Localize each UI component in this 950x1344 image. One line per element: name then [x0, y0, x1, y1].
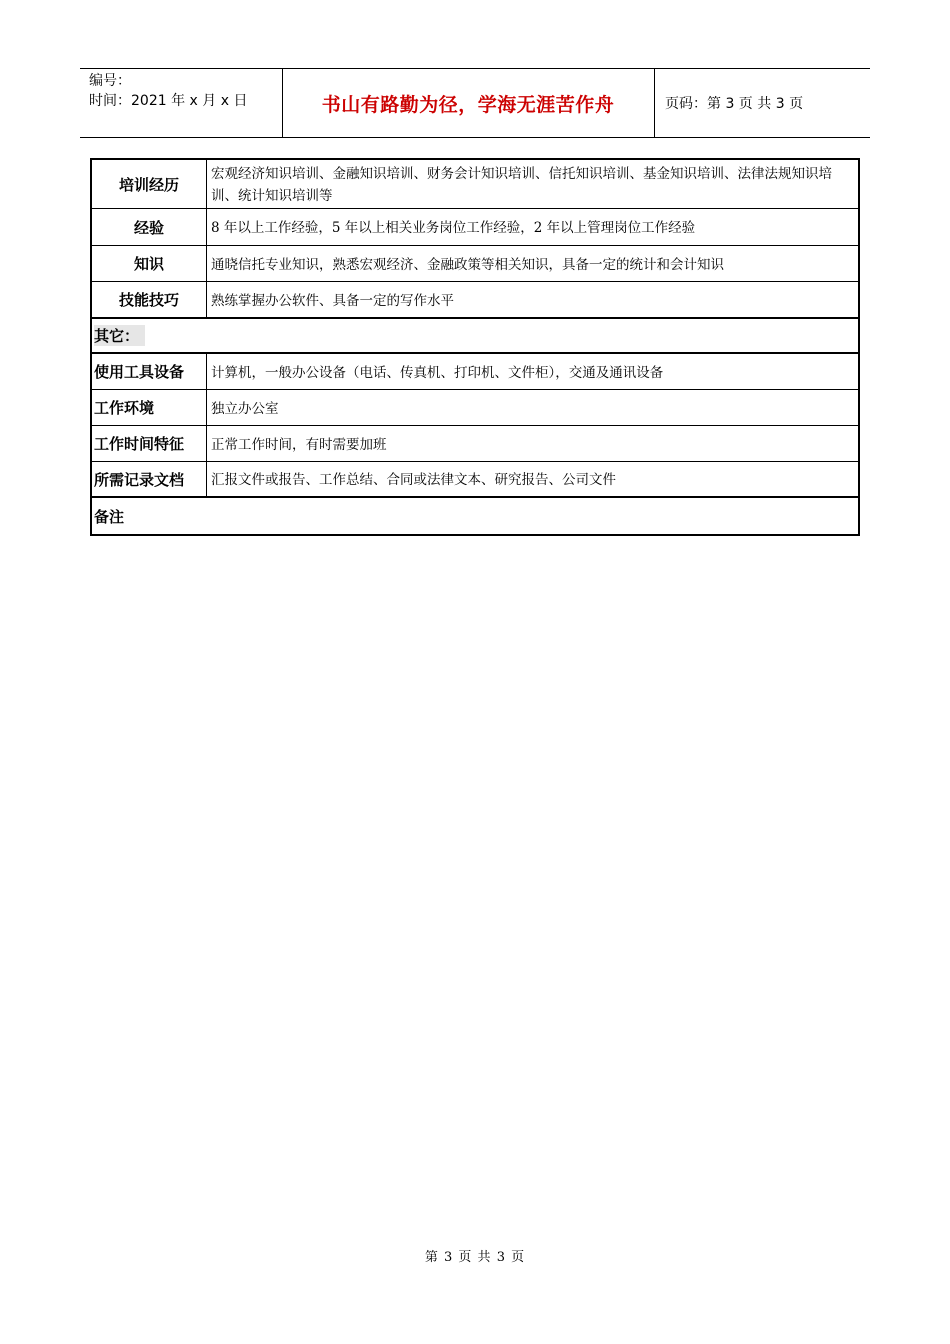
skills-value: 熟练掌握办公软件、具备一定的写作水平	[211, 292, 454, 309]
records-value: 汇报文件或报告、工作总结、合同或法律文本、研究报告、公司文件	[211, 472, 616, 488]
work-time-value: 正常工作时间，有时需要加班	[211, 436, 387, 453]
training-label: 培训经历	[92, 160, 207, 208]
table-row-tools	[92, 354, 858, 390]
table-row-records	[92, 462, 858, 498]
table-row-training	[92, 160, 858, 209]
document-number-label: 编号：	[89, 73, 131, 89]
knowledge-value: 通晓信托专业知识，熟悉宏观经济、金融政策等相关知识，具备一定的统计和会计知识	[211, 256, 724, 273]
header-motto-cell	[282, 69, 655, 137]
table-row-work-time	[92, 426, 858, 462]
page-header	[80, 68, 870, 138]
document-date: 时间：2021 年 x 月 x 日	[89, 93, 248, 109]
remarks-label: 备注	[94, 507, 125, 526]
tools-value: 计算机，一般办公设备（电话、传真机、打印机、文件柜），交通及通讯设备	[211, 364, 664, 381]
header-motto: 书山有路勤为径，学海无涯苦作舟	[321, 93, 615, 116]
table-row-knowledge	[92, 246, 858, 282]
records-label: 所需记录文档	[92, 462, 207, 496]
experience-value: 8 年以上工作经验，5 年以上相关业务岗位工作经验，2 年以上管理岗位工作经验	[211, 220, 696, 236]
header-page-cell	[655, 69, 870, 137]
tools-label: 使用工具设备	[92, 354, 207, 389]
other-section-label: 其它：	[92, 319, 145, 352]
table-row-other	[92, 319, 858, 354]
environment-value: 独立办公室	[211, 400, 279, 417]
table-row-remarks	[92, 498, 858, 534]
header-meta	[80, 69, 283, 137]
table-row-skills	[92, 282, 858, 319]
page-footer: 第 3 页 共 3 页	[424, 1250, 526, 1265]
table-row-experience	[92, 209, 858, 246]
header-page-info: 页码：第 3 页 共 3 页	[665, 96, 804, 112]
table-row-environment	[92, 390, 858, 426]
work-time-label: 工作时间特征	[92, 426, 207, 461]
experience-label: 经验	[92, 209, 207, 245]
job-requirements-table	[90, 158, 860, 536]
training-value: 宏观经济知识培训、金融知识培训、财务会计知识培训、信托知识培训、基金知识培训、法律法规知识培训、统计知识培训等	[211, 166, 832, 204]
skills-label: 技能技巧	[92, 282, 207, 317]
environment-label: 工作环境	[92, 390, 207, 425]
knowledge-label: 知识	[92, 246, 207, 281]
